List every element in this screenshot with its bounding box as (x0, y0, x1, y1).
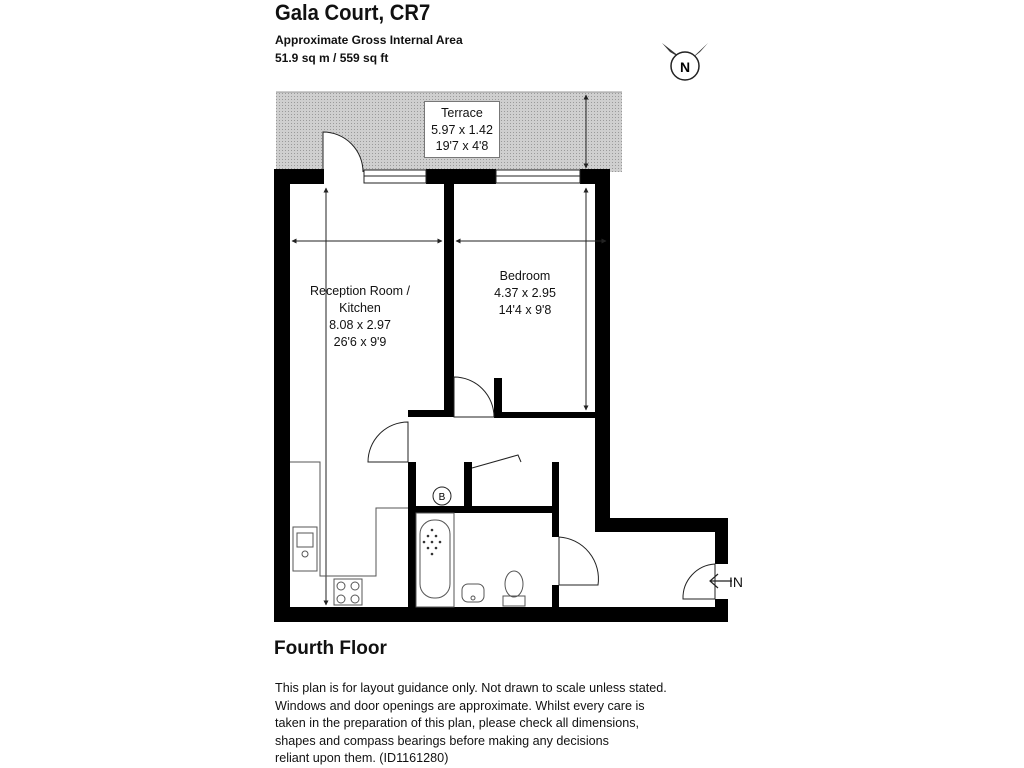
disclaimer-line: taken in the preparation of this plan, please check all dimensions, (275, 716, 640, 731)
disclaimer (275, 680, 695, 768)
entrance-label: IN (729, 574, 743, 590)
reception-imperial: 26'6 x 9'9 (333, 335, 387, 349)
reception-label (300, 283, 420, 351)
floor-name: Fourth Floor (274, 638, 387, 659)
reception-name-line1: Reception Room / (309, 284, 411, 298)
property-title: Gala Court, CR7 (275, 0, 431, 25)
compass-letter: N (679, 59, 691, 75)
terrace-label (424, 101, 500, 158)
disclaimer-line: reliant upon them. (ID1161280) (275, 751, 449, 766)
disclaimer-line: Windows and door openings are approximate. Whilst every care is (275, 698, 645, 713)
walls (274, 169, 728, 622)
terrace-imperial: 19'7 x 4'8 (435, 139, 489, 153)
bedroom-imperial: 14'4 x 9'8 (498, 303, 552, 317)
disclaimer-line: shapes and compass bearings before making any decisions (275, 733, 609, 748)
reception-metric: 8.08 x 2.97 (329, 318, 391, 332)
terrace-metric: 5.97 x 1.42 (431, 122, 493, 137)
terrace-name: Terrace (441, 106, 483, 120)
shower-icon (423, 529, 442, 556)
area-label: Approximate Gross Internal Area (275, 33, 463, 47)
boiler-icon (433, 487, 451, 505)
kitchen-units (290, 462, 408, 605)
bedroom-name: Bedroom (499, 269, 551, 283)
reception-name-line2: Kitchen (339, 301, 381, 315)
bedroom-metric: 4.37 x 2.95 (494, 286, 556, 300)
bathroom-fixtures (416, 513, 525, 607)
boiler-label: B (438, 492, 446, 503)
compass-icon (662, 43, 708, 88)
bedroom-label (480, 268, 570, 319)
area-value: 51.9 sq m / 559 sq ft (275, 51, 389, 65)
disclaimer-line: This plan is for layout guidance only. Not drawn to scale unless stated. (275, 681, 667, 695)
